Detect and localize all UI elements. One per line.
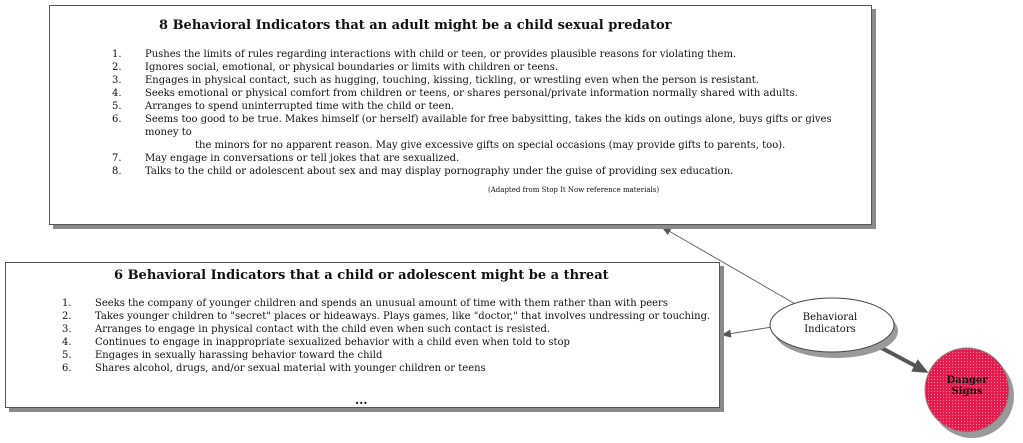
indicator-number: 2. bbox=[62, 311, 72, 322]
indicator-item bbox=[62, 297, 712, 310]
indicator-item bbox=[62, 349, 712, 362]
threat-indicators-box bbox=[5, 262, 720, 408]
indicator-text: Seeks emotional or physical comfort from children or teens, or shares personal/private information normally shared with adults. bbox=[145, 88, 798, 99]
behavioral-indicators-label bbox=[790, 312, 870, 336]
indicator-item bbox=[112, 113, 852, 152]
danger-label-line1: Danger bbox=[946, 375, 988, 386]
indicator-number: 4. bbox=[112, 88, 122, 99]
predator-indicator-list bbox=[112, 48, 852, 178]
indicator-item bbox=[112, 100, 852, 113]
behavioral-label-line1: Behavioral bbox=[802, 312, 858, 323]
indicator-item bbox=[62, 362, 712, 375]
arrow-to-threat-box bbox=[722, 327, 772, 335]
indicator-number: 2. bbox=[112, 62, 122, 73]
indicator-number: 4. bbox=[62, 337, 72, 348]
indicator-item bbox=[112, 48, 852, 61]
indicator-text: Engages in sexually harassing behavior toward the child bbox=[95, 350, 383, 361]
indicator-text: Takes younger children to "secret" places or hideaways. Plays games, like "doctor," that involves undressing or touching. bbox=[95, 311, 711, 322]
indicator-text: Ignores social, emotional, or physical boundaries or limits with children or teens. bbox=[145, 62, 559, 73]
indicator-number: 5. bbox=[112, 101, 122, 112]
indicator-text: Engages in physical contact, such as hugging, touching, kissing, tickling, or wrestling even when the person is resistant. bbox=[145, 75, 759, 86]
indicator-text: Continues to engage in inappropriate sexualized behavior with a child even when told to stop bbox=[95, 337, 570, 348]
indicator-text: Pushes the limits of rules regarding interactions with child or teen, or provides plausible reasons for violating them. bbox=[145, 49, 737, 60]
indicator-item bbox=[112, 152, 852, 165]
indicator-item bbox=[112, 87, 852, 100]
indicator-number: 5. bbox=[62, 350, 72, 361]
indicator-number: 7. bbox=[112, 153, 122, 164]
indicator-number: 6. bbox=[62, 363, 72, 374]
indicator-item bbox=[112, 74, 852, 87]
indicator-number: 8. bbox=[112, 166, 122, 177]
indicator-item bbox=[112, 165, 852, 178]
indicator-item bbox=[62, 336, 712, 349]
threat-indicator-list bbox=[62, 297, 712, 375]
indicator-text: Arranges to engage in physical contact with the child even when such contact is resisted. bbox=[95, 324, 551, 335]
danger-signs-label bbox=[935, 375, 999, 397]
indicator-text: May engage in conversations or tell jokes that are sexualized. bbox=[145, 153, 460, 164]
threat-box-title: 6 Behavioral Indicators that a child or adolescent might be a threat bbox=[114, 268, 609, 283]
indicator-number: 6. bbox=[112, 114, 122, 125]
indicator-text: Seems too good to be true. Makes himself (or herself) available for free babysitting, takes the kids on outings alone, buys gifts or gives money to bbox=[145, 114, 832, 138]
indicator-number: 1. bbox=[62, 298, 72, 309]
indicator-item bbox=[62, 323, 712, 336]
behavioral-label-line2: Indicators bbox=[804, 324, 856, 335]
predator-indicators-box bbox=[49, 5, 872, 225]
indicator-text-continued: the minors for no apparent reason. May give excessive gifts on special occasions (may provide gifts to parents, too). bbox=[195, 140, 786, 151]
continuation-ellipsis: ... bbox=[355, 393, 368, 407]
indicator-text: Talks to the child or adolescent about sex and may display pornography under the guise of providing sex education. bbox=[145, 166, 734, 177]
danger-label-line2: Signs bbox=[951, 386, 983, 397]
predator-box-title: 8 Behavioral Indicators that an adult might be a child sexual predator bbox=[159, 18, 672, 33]
indicator-number: 3. bbox=[112, 75, 122, 86]
arrow-to-danger-signs bbox=[876, 345, 925, 371]
indicator-text: Seeks the company of younger children and spends an unusual amount of time with them rather than with peers bbox=[95, 298, 668, 309]
indicator-text: Arranges to spend uninterrupted time with the child or teen. bbox=[145, 101, 455, 112]
indicator-text: Shares alcohol, drugs, and/or sexual material with younger children or teens bbox=[95, 363, 486, 374]
indicator-item bbox=[62, 310, 712, 323]
source-note: (Adapted from Stop It Now reference materials) bbox=[488, 186, 660, 194]
indicator-item bbox=[112, 61, 852, 74]
indicator-number: 1. bbox=[112, 49, 122, 60]
indicator-number: 3. bbox=[62, 324, 72, 335]
